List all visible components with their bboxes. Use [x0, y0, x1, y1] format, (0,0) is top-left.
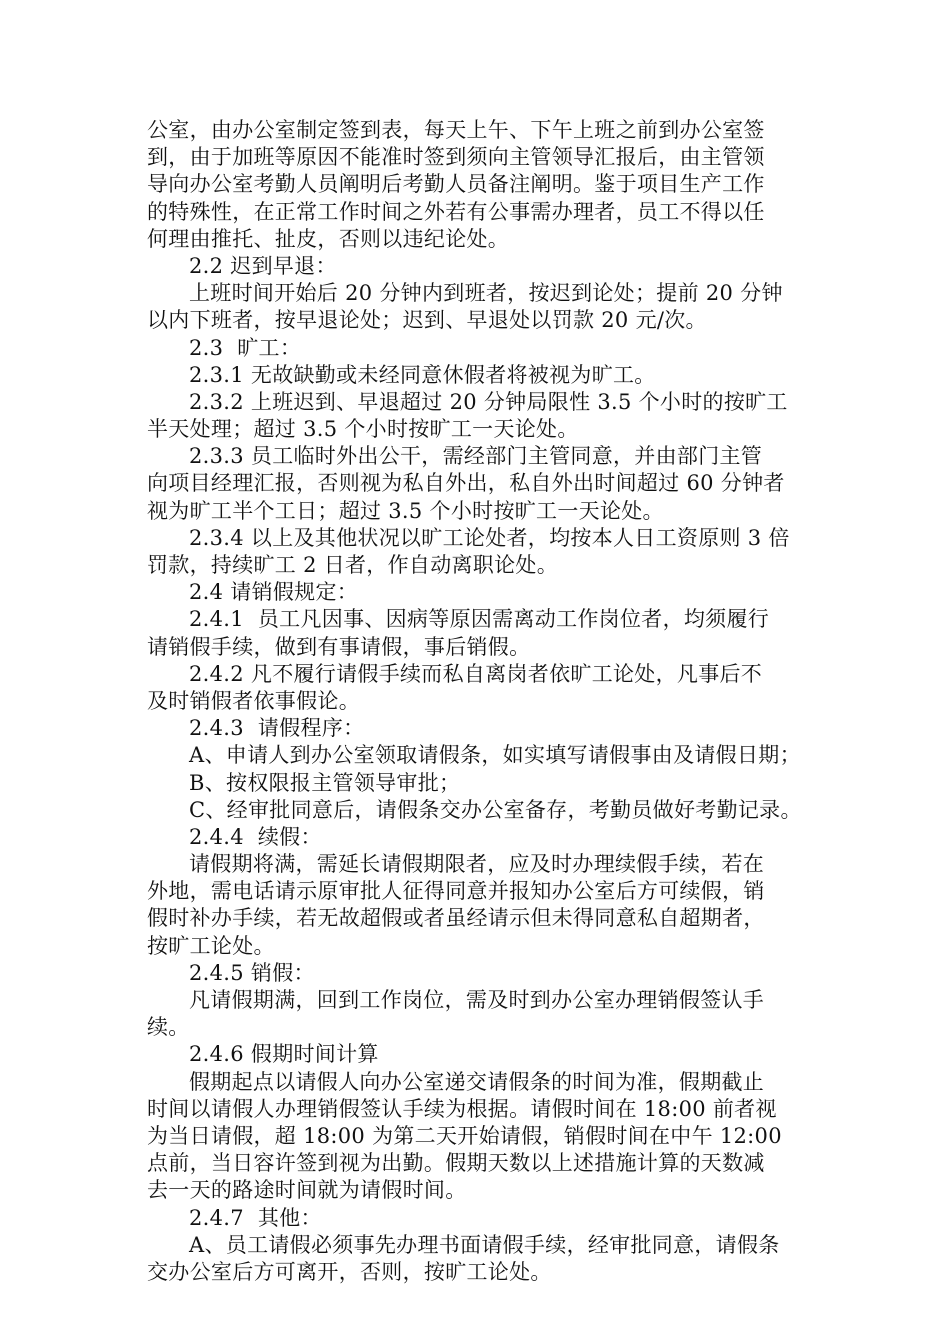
text-line: 假时补办手续，若无故超假或者虽经请示但未得同意私自超期者， — [147, 906, 765, 931]
text-line: 2.2 迟到早退： — [189, 253, 337, 278]
text-line: 2.4.4 续假： — [189, 824, 322, 849]
text-line: 2.3.2 上班迟到、早退超过 20 分钟局限性 3.5 个小时的按旷工 — [189, 389, 788, 414]
text-line: 公室，由办公室制定签到表，每天上午、下午上班之前到办公室签 — [147, 118, 765, 142]
text-line: 续。 — [147, 1015, 190, 1040]
text-line: 2.4.1 员工凡因事、因病等原因需离动工作岗位者，均须履行 — [189, 607, 770, 632]
text-line: 2.4.5 销假： — [189, 960, 315, 985]
text-line: 半天处理；超过 3.5 个小时按旷工一天论处。 — [147, 417, 579, 442]
text-line: 点前，当日容许签到视为出勤。假期天数以上述措施计算的天数减 — [147, 1151, 765, 1176]
text-line: 外地，需电话请示原审批人征得同意并报知办公室后方可续假，销 — [147, 879, 765, 904]
text-line: 2.4.3 请假程序： — [189, 716, 365, 741]
text-line: A、员工请假必须事先办理书面请假手续，经审批同意，请假条 — [189, 1232, 780, 1257]
text-line: 2.3.4 以上及其他状况以旷工论处者，均按本人日工资原则 3 倍 — [189, 525, 790, 550]
text-line: 的特殊性，在正常工作时间之外若有公事需办理者，员工不得以任 — [147, 199, 765, 224]
text-line: A、申请人到办公室领取请假条，如实填写请假事由及请假日期； — [189, 743, 801, 768]
text-line: 导向办公室考勤人员阐明后考勤人员备注阐明。鉴于项目生产工作 — [147, 172, 765, 197]
text-line: 2.4.7 其他： — [189, 1205, 322, 1230]
text-line: 2.4.6 假期时间计算 — [189, 1042, 379, 1067]
text-line: B、按权限报主管领导审批； — [189, 770, 461, 795]
text-line: 2.3 旷工： — [189, 335, 302, 360]
text-line: 2.3.3 员工临时外出公干，需经部门主管同意，并由部门主管 — [189, 444, 763, 469]
text-line: C、经审批同意后，请假条交办公室备存，考勤员做好考勤记录。 — [189, 797, 802, 822]
text-line: 交办公室后方可离开，否则，按旷工论处。 — [147, 1259, 552, 1284]
text-line: 按旷工论处。 — [147, 933, 275, 958]
text-line: 及时销假者依事假论。 — [147, 688, 360, 713]
text-line: 何理由推托、扯皮，否则以违纪论处。 — [147, 226, 510, 251]
text-line: 去一天的路途时间就为请假时间。 — [147, 1178, 467, 1203]
text-line: 请假期将满，需延长请假期限者，应及时办理续假手续，若在 — [189, 852, 765, 877]
text-line: 请销假手续，做到有事请假，事后销假。 — [147, 634, 531, 659]
text-line: 2.3.1 无故缺勤或未经同意休假者将被视为旷工。 — [189, 362, 656, 387]
text-line: 2.4.2 凡不履行请假手续而私自离岗者依旷工论处，凡事后不 — [189, 661, 763, 686]
text-line: 罚款，持续旷工 2 日者，作自动离职论处。 — [147, 553, 559, 577]
text-line: 视为旷工半个工日；超过 3.5 个小时按旷工一天论处。 — [147, 498, 664, 523]
text-line: 上班时间开始后 20 分钟内到班者，按迟到论处；提前 20 分钟 — [189, 281, 783, 306]
text-line: 到，由于加班等原因不能准时签到须向主管领导汇报后，由主管领 — [147, 145, 765, 170]
text-line: 2.4 请销假规定： — [189, 580, 359, 605]
text-line: 假期起点以请假人向办公室递交请假条的时间为准，假期截止 — [189, 1069, 765, 1094]
text-line: 向项目经理汇报，否则视为私自外出，私自外出时间超过 60 分钟者 — [147, 471, 785, 496]
text-line: 为当日请假，超 18:00 为第二天开始请假，销假时间在中午 12:00 — [147, 1123, 782, 1148]
text-line: 凡请假期满，回到工作岗位，需及时到办公室办理销假签认手 — [189, 988, 765, 1012]
document-body — [147, 117, 827, 1286]
text-line: 以内下班者，按早退论处；迟到、早退处以罚款 20 元/次。 — [147, 308, 707, 333]
text-line: 时间以请假人办理销假签认手续为根据。请假时间在 18:00 前者视 — [147, 1096, 777, 1121]
